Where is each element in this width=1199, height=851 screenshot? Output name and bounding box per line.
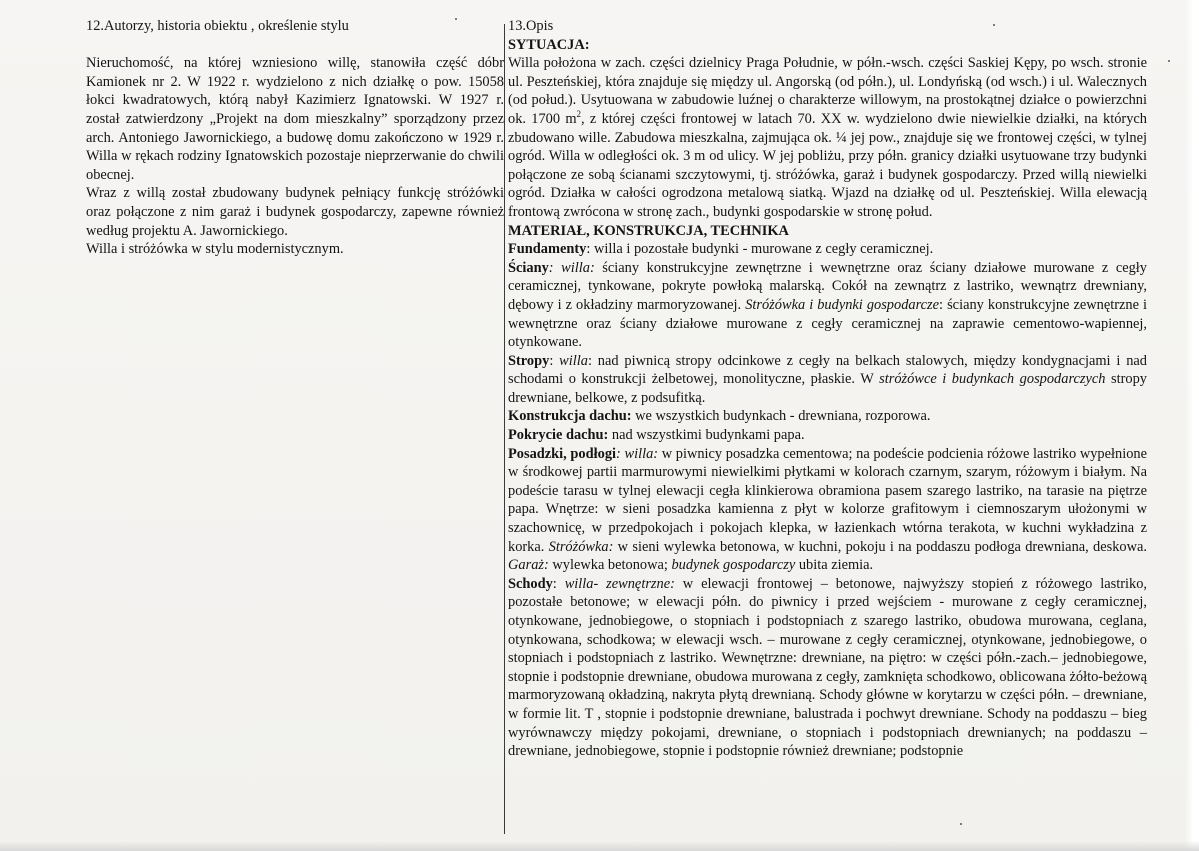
- posadzki-text-1: w piwnicy posadzka cementowa; na podeście podcienia różowe lastriko wypełnione w środkowej partii marmurowymi niewielkimi płytkami w kolorach czarnym, szarym, różowym i białym. Na podeście tarasu w tylnej elewacji cegła klinkierowa obramiona pasem szarego lastriko, na tarasie na piętrze papa. Wnętrze: w sieni posadzka kamienna z płyt w kolorze grafitowym i ciemnoszarym ułożonymi w szachownicę, w przedpokojach i pokojach klepka, w łazienkach wtórna terakota, w kuchni wykładzina z korka.: [508, 445, 1147, 555]
- fundamenty-text: : willa i pozostałe budynki - murowane z cegły ceramicznej.: [586, 241, 934, 258]
- blank-line: [86, 36, 504, 55]
- column-divider: [504, 24, 505, 834]
- fundamenty-paragraph: [508, 240, 1147, 259]
- sciany-paragraph: [508, 259, 1147, 352]
- stropy-text-1: : nad piwnicą stropy odcinkowe z cegły na belkach stalowych, między kondygnacjami i nad schodami o konstrukcji żelbetowej, monolityczne, płaskie. W: [508, 352, 1147, 388]
- posadzki-paragraph: [508, 445, 1147, 575]
- scan-speck: [455, 18, 457, 20]
- schody-text: w elewacji frontowej – betonowe, najwyższy stopień z różowego lastriko, pozostałe betonowe; w elewacji półn. do piwnicy i przed wejściem - murowane z cegły ceramicznej, otynkowane, jednobiegowe, o stopniach i podstopniach z szarego lastriko, obudowa murowana, ceglana, otynkowana, schodkowa; w elewacji wsch. – murowane z cegły ceramicznej, otynkowane, jednobiegowe, o stopniach i podstopniach z lastriko. Wewnętrzne: drewniane, na piętro: w części półn.-zach.– jednobiegowe, stopnie i podstopnie drewniane, obudowa murowana z cegły, zamknięta schodkowo, oblicowana żółto-beżową marmoryzowaną okładziną, nakryta płytą drewnianą. Schody główne w korytarzu w części półn. – drewniane, w formie lit. T , stopnie i podstopnie drewniane, balustrada i pochwyt drewniane. Schody na poddaszu – bieg wyrównawczy między pokojami, drewniane, o stopniach i podstopniach drewnianych; na poddaszu – drewniane, jednobiegowe, stopnie i podstopnie również drewniane; podstopnie: [508, 575, 1147, 760]
- scan-edge: [0, 841, 1199, 851]
- sciany-text-2: : ściany konstrukcyjne zewnętrzne i wewnętrzne oraz ściany działowe murowane z cegły ceramicznej na zaprawie cementowo-wapiennej, otynkowane.: [508, 296, 1147, 351]
- history-paragraph-1: Nieruchomość, na której wzniesiono willę, stanowiła część dóbr Kamionek nr 2. W 1922 r. wydzielono z nich działkę o pow. 15058 łokci kwadratowych, którą nabył Kazimierz Ignatowski. W 1927 r. został zatwierdzony „Projekt na dom mieszkalny” sporządzony przez arch. Antoniego Jawornickiego, a budowę domu zakończono w 1929 r. Willa w rękach rodziny Ignatowskich pozostaje nieprzerwanie do chwili obecnej.: [86, 55, 504, 183]
- section-12-heading: 12.Autorzy, historia obiektu , określenie stylu: [86, 18, 349, 34]
- posadzki-text-4: ubita ziemia.: [795, 557, 874, 574]
- situation-title: SYTUACJA:: [508, 36, 590, 53]
- stropy-label: Stropy: [508, 352, 550, 369]
- situation-paragraph: [508, 54, 1147, 221]
- situation-text-cont: , z której części frontowej w latach 70. XX w. wydzielono dwie niewielkie działki, na których zbudowano wille. Zabudowa mieszkalna, zajmująca ok. ¼ jej pow., znajduje się we frontowej części, w tylnej ogród. Willa w odległości ok. 3 m od ulicy. W jej pobliżu, przy półn. granicy działki usytuowane trzy budynki połączone ze sobą ścianami szczytowymi, tj. stróżówka, garaż i budynek gospodarczy. Przed willą niewielki ogród. Działka w całości ogrodzona metalową siatką. Wjazd na działkę od ul. Peszteńskiej. Willa elewacją frontową zwrócona w stronę zach., budynki gospodarskie w stronę połud.: [508, 110, 1147, 220]
- dach-konstrukcja-text: we wszystkich budynkach - drewniana, rozporowa.: [631, 408, 931, 425]
- dach-konstrukcja-label: Konstrukcja dachu:: [508, 408, 632, 425]
- right-column: [508, 17, 1147, 761]
- stropy-stroz: stróżówce i budynkach gospodarczych: [879, 371, 1106, 388]
- schody-sep: :: [552, 575, 565, 592]
- schody-paragraph: [508, 575, 1147, 761]
- stropy-paragraph: [508, 352, 1147, 408]
- sciany-stroz-label: Stróżówka i budynki gospodarcze: [745, 296, 940, 313]
- schody-label: Schody: [508, 575, 553, 592]
- situation-text: Willa położona w zach. części dzielnicy Praga Południe, w półn.-wsch. części Saskiej Kępy, po wsch. stronie ul. Peszteńskiej, która znajduje się między ul. Angorską (od półn.), ul. Londyńską (od wsch.) i ul. Walecznych (od połud.). Usytuowana w zabudowie luźnej o charakterze willowym, na prostokątnej działce o powierzchni ok. 1700 m: [508, 55, 1147, 127]
- posadzki-label: Posadzki, podłogi: [508, 445, 617, 462]
- sciany-label: Ściany: [508, 259, 549, 276]
- fundamenty-label: Fundamenty: [508, 241, 587, 258]
- dach-pokrycie-text: nad wszystkimi budynkami papa.: [608, 427, 805, 444]
- scan-speck: [993, 24, 995, 26]
- dach-konstrukcja-paragraph: [508, 407, 1147, 426]
- stropy-text-2: stropy drewniane, belkowe, z podsufitką.: [508, 371, 1147, 406]
- stropy-willa: willa: [559, 352, 588, 369]
- posadzki-garaz: Garaż:: [508, 557, 549, 574]
- posadzki-text-3: wylewka betonowa;: [548, 557, 672, 574]
- posadzki-text-2: w sieni wylewka betonowa, w kuchni, pokoju i na poddaszu podłoga drewniana, deskowa.: [613, 538, 1147, 555]
- scan-speck: [960, 823, 962, 825]
- dach-pokrycie-paragraph: [508, 426, 1147, 445]
- stropy-sep: :: [549, 352, 560, 369]
- posadzki-stroz: Stróżówka:: [548, 538, 614, 555]
- dach-pokrycie-label: Pokrycie dachu:: [508, 427, 609, 444]
- area-superscript: 2: [576, 109, 582, 120]
- scan-speck: [1168, 60, 1170, 62]
- posadzki-willa: : willa:: [616, 445, 659, 462]
- material-title: MATERIAŁ, KONSTRUKCJA, TECHNIKA: [508, 222, 789, 239]
- sciany-text-1: ściany konstrukcyjne zewnętrzne i wewnętrzne oraz ściany działowe murowane z cegły ceramicznej, tynkowane, pokryte powłoką malarską. Cokół na zewnątrz z lastriko, wewnątrz drewniany, dębowy i z okładziny marmoryzowanej.: [508, 259, 1147, 313]
- sciany-willa: : willa:: [548, 259, 595, 276]
- style-paragraph: Willa i stróżówka w stylu modernistycznym.: [86, 241, 344, 258]
- history-paragraph-2: Wraz z willą został zbudowany budynek pełniący funkcję stróżówki oraz połączone z nim garaż i budynek gospodarczy, zapewne również według projektu A. Jawornickiego.: [86, 185, 504, 239]
- scan-edge: [1185, 0, 1199, 851]
- posadzki-gosp: budynek gospodarczy: [671, 557, 796, 574]
- left-column: [86, 17, 504, 259]
- section-13-heading: 13.Opis: [508, 18, 554, 34]
- schody-willa: willa- zewnętrzne:: [564, 575, 675, 592]
